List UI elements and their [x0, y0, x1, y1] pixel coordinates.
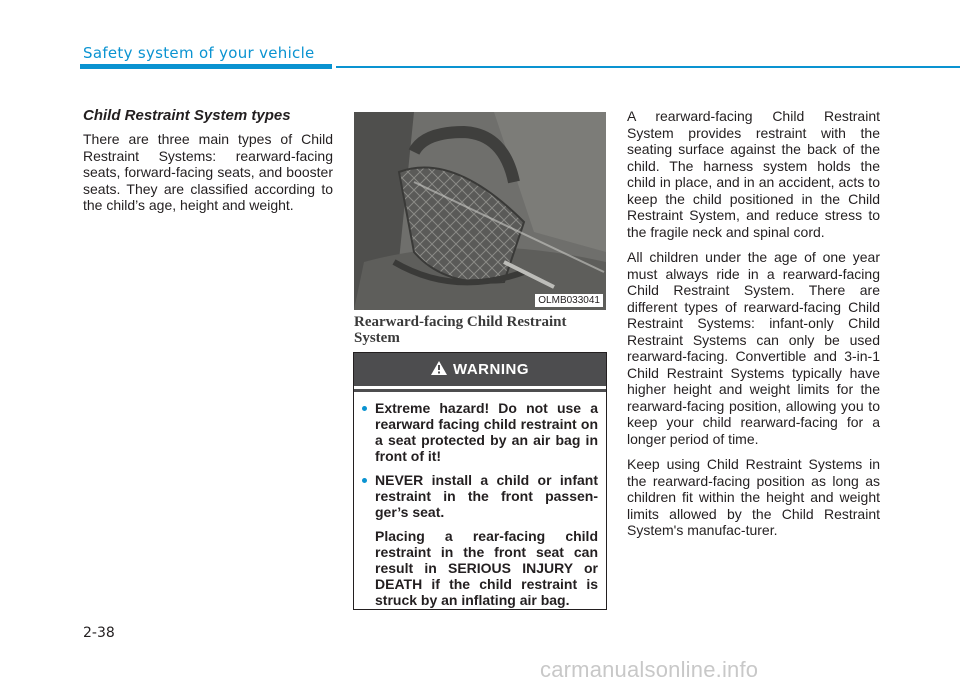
- body-paragraph: All children under the age of one year must always ride in a rearward-facing Child Restraint System. There are different types of rearward-facing Child Restraint Systems: infant-only Child Restraint Systems can only be used rearward-facing. Convertible and 3-in-1 Child Restraint Systems typically have higher height and weight limits for the rearward-facing position, allowing you to keep your child rearward-facing for a longer period of time.: [627, 249, 880, 447]
- right-column: [627, 108, 880, 548]
- child-seat-photo: [354, 112, 606, 310]
- section-heading: Child Restraint System types: [83, 107, 291, 124]
- warning-body: [354, 392, 606, 608]
- warning-header: [354, 353, 606, 386]
- figure-caption: Rearward-facing Child Restraint System: [354, 314, 567, 346]
- warning-item: [362, 400, 598, 464]
- child-seat-illustration: [354, 112, 606, 310]
- body-paragraph: Keep using Child Restraint Systems in the rearward-facing position as long as children fit within the height and weight limits allowed by the Child Restraint System's manufac-turer.: [627, 456, 880, 538]
- warning-triangle-icon: [431, 361, 447, 379]
- warning-extra-paragraph: Placing a rear-facing child restraint in the front seat can result in SERIOUS INJURY or DEATH if the child restraint is struck by an inflating air bag.: [375, 528, 598, 608]
- bullet-icon: [362, 406, 367, 411]
- warning-item-text: Extreme hazard! Do not use a rearward facing child restraint on a seat protected by an air bag in front of it!: [375, 400, 598, 464]
- section-header-title: Safety system of your vehicle: [83, 44, 315, 62]
- intro-paragraph: There are three main types of Child Restraint Systems: rearward-facing seats, forward-facing seats, and booster seats. They are classified according to the child’s age, height and weight.: [83, 131, 333, 213]
- header-rule: [336, 66, 960, 68]
- left-column: [83, 107, 333, 214]
- warning-box: [353, 352, 607, 610]
- body-paragraph: A rearward-facing Child Restraint System provides restraint with the seating surface against the back of the child. The harness system holds the child in place, and in an accident, acts to keep the child positioned in the Child Restraint System, and reduce stress to the fragile neck and spinal cord.: [627, 108, 880, 240]
- figure-code: OLMB033041: [535, 294, 603, 307]
- warning-item: [362, 472, 598, 520]
- warning-label: WARNING: [453, 361, 529, 378]
- watermark: carmanualsonline.info: [540, 657, 759, 682]
- page-number: 2-38: [83, 625, 115, 641]
- header-accent-bar: [80, 64, 332, 69]
- warning-item-text: NEVER install a child or infant restraint in the front passen-ger’s seat.: [375, 472, 598, 520]
- bullet-icon: [362, 478, 367, 483]
